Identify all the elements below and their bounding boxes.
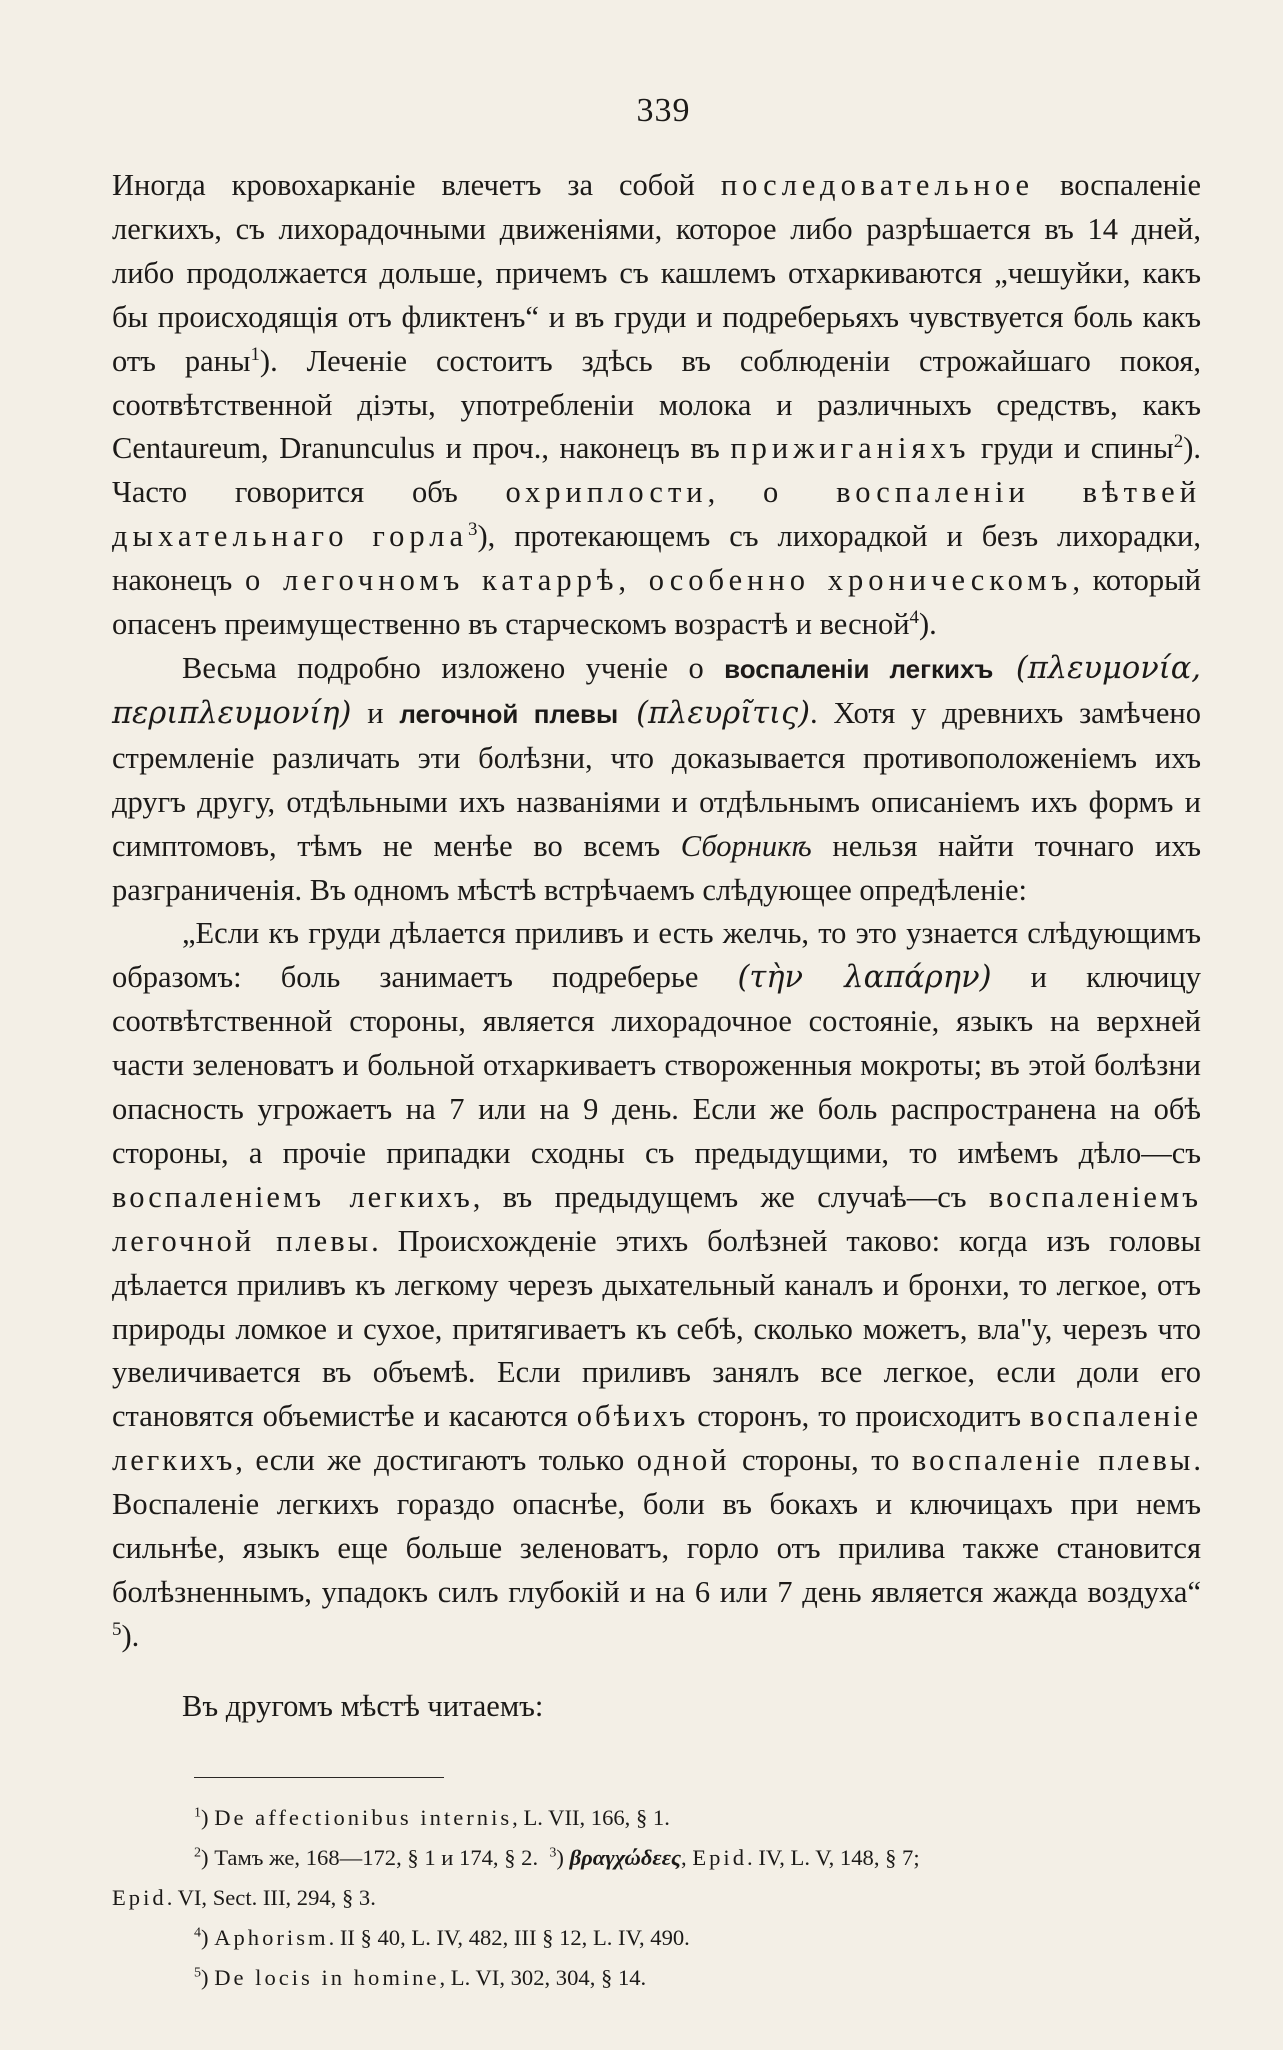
main-text (112, 164, 1201, 1729)
footnote-mark: 5 (194, 1965, 201, 1981)
quotation-block (112, 912, 1201, 1658)
footnote-ref: 1 (250, 343, 260, 365)
text-span: , если же достигаютъ только (235, 1443, 637, 1478)
text-span: Весьма подробно изложено ученіе о (182, 650, 725, 685)
text-span: . IV, L. V, 148, § 7; (747, 1844, 920, 1870)
text-span: . VI, Sect. III, 294, § 3. (166, 1884, 376, 1910)
footnote-3-continuation (112, 1878, 1201, 1918)
footnote-mark: 3 (549, 1845, 557, 1861)
text-span: ). Часто говорится объ (112, 431, 1201, 510)
spaced-term: воспаленіемъ легочной плевы (112, 1179, 1201, 1258)
footnote-mark: 1 (194, 1805, 201, 1821)
spaced-term: Epid (112, 1884, 167, 1910)
text-span: ), протекающемъ съ лихорадкой и безъ лихорадки, наконецъ (112, 519, 1201, 598)
footnote-4: $^4$) Aphorism. II § 40, L. IV, 482, III § 12, L. IV, 490. (194, 1924, 690, 1950)
text-span: Иногда кровохарканіе влечетъ за собой (112, 168, 721, 202)
text-span: „Если къ груди дѣлается приливъ и есть желчь, то это узнается слѣдующимъ образомъ: боль занимаетъ подреберье (112, 916, 1201, 995)
greek-term: βραγχώδεες (569, 1844, 682, 1870)
text-span: ). (121, 1618, 140, 1653)
text-span: груди и спины (970, 431, 1174, 466)
text-span: , (681, 1844, 693, 1870)
text-span: сторонъ, то происходитъ (688, 1399, 1031, 1434)
text-span: нельзя найти точнаго ихъ разграниченія. Въ одномъ мѣстѣ встрѣчаемъ слѣдующее опредѣленіе: (112, 828, 1201, 907)
footnote-ref: 5 (112, 1618, 122, 1640)
text-span: , L. VII, 166, § 1. (512, 1804, 670, 1830)
text-span: ). (918, 607, 937, 642)
footnote-2-3: $^2$) Тамъ же, 168—172, § 1 и 174, § 2. $^3$) βραγχώδεες, Epid. IV, L. V, 148, § 7; (194, 1844, 920, 1870)
footnote-ref: 4 (909, 606, 919, 628)
italic-term: Сборникѣ (680, 828, 812, 863)
spaced-term: воспаленіе плевы (911, 1443, 1194, 1478)
text-span: и ключицу соотвѣтственной стороны, является лихорадочное состояніе, языкъ на верхней части зеленоватъ и больной отхаркиваетъ створоженныя мокроты; въ этой болѣзни опасность угрожаетъ на 7 или на 9 день. Если же боль распространена на обѣ стороны, а прочіе припадки сходны съ предыдущими, то имѣемъ дѣло—съ (112, 960, 1202, 1170)
footnote-5: $^5$) De locis in homine, L. VI, 302, 304, § 14. (194, 1964, 647, 1990)
text-span: и (351, 695, 400, 730)
greek-term: (τὴν λαπάρην) (737, 960, 992, 996)
paragraph-2 (112, 647, 1201, 912)
text-span: , L. VI, 302, 304, § 14. (439, 1964, 647, 1990)
greek-term: (πλευμονία, περιπλευμονίη) (112, 650, 1201, 731)
text-span: ). Леченіе состоитъ здѣсь въ соблюденіи строжайшаго покоя, соотвѣтственной діэты, употребленіи молока и различныхъ средствъ, какъ Centaureum, Dranunculus и проч., наконецъ въ (112, 343, 1201, 466)
page-number: 339 (636, 92, 691, 129)
footnote-divider (194, 1777, 444, 1778)
footnotes (112, 1798, 1201, 1998)
spaced-term: обѣихъ (576, 1399, 689, 1434)
greek-term: (πλευρῖτις) (618, 695, 810, 731)
footnote-1: $^1$) De affectionibus internis, L. VII, 166, § 1. (194, 1804, 670, 1830)
spaced-term: De locis in homine (214, 1964, 440, 1990)
text-span: воспаленіе легкихъ, съ лихорадочными движеніями, которое либо разрѣшается въ 14 дней, либо продолжается дольше, причемъ съ кашлемъ отхаркиваются „чешуйки, какъ бы происходящія отъ фликтенъ“ и въ груди и подреберьяхъ чувствуется боль какъ отъ раны (112, 168, 1201, 378)
text-span: Тамъ же, 168—172, § 1 и 174, § 2. (214, 1844, 539, 1870)
footnote-ref: 2 (1173, 431, 1184, 453)
bold-term: воспаленіи легкихъ (724, 653, 994, 684)
spaced-term: о воспаленіи вѣтвей дыхательнаго горла (112, 475, 1202, 554)
spaced-term: последовательное (720, 168, 1035, 202)
text-span: . II § 40, L. IV, 482, III § 12, L. IV, 490. (328, 1924, 690, 1950)
text-span: , въ предыдущемъ же случаѣ—съ (472, 1179, 989, 1214)
bold-term: легочной плевы (399, 698, 619, 729)
spaced-term: воспаленіе легкихъ (112, 1399, 1201, 1478)
spaced-term: о легочномъ катаррѣ, особенно хроническомъ (245, 563, 1073, 598)
spaced-term: воспаленіемъ легкихъ (112, 1179, 473, 1214)
text-span: . Хотя у древнихъ замѣчено стремленіе различать эти болѣзни, что доказывается противоположеніемъ ихъ другъ другу, отдѣльными ихъ названіями и отдѣльнымъ описаніемъ ихъ формъ и симптомовъ, тѣмъ не менѣе во всемъ (112, 695, 1201, 863)
spaced-term: Aphorism (214, 1924, 329, 1950)
text-span: . Происхожденіе этихъ болѣзней таково: когда изъ головы дѣлается приливъ къ легкому черезъ дыхательный каналъ и бронхи, то легкое, отъ природы ломкое и сухое, притягиваетъ къ себѣ, сколько можетъ, вла"у, черезъ что увеличивается въ объемѣ. Если приливъ занялъ все легкое, если доли его становятся объемистѣе и касаются (112, 1223, 1201, 1434)
text-span: , (707, 475, 764, 510)
text-span: . Воспаленіе легкихъ гораздо опаснѣе, боли въ бокахъ и ключицахъ при немъ сильнѣе, языкъ еще больше зеленоватъ, горло отъ прилива также становится болѣзненнымъ, упадокъ силъ глубокій и на 6 или 7 день является жажда воздуха“ (112, 1443, 1201, 1609)
spaced-term: охриплости (505, 475, 708, 510)
text-span: стороны, то (729, 1443, 912, 1478)
spaced-term: прижиганіяхъ (730, 431, 971, 466)
spaced-term: Epid (692, 1844, 748, 1870)
text-span: , который опасенъ преимущественно въ старческомъ возрастѣ и весной (112, 563, 1201, 642)
footnote-ref: 3 (468, 519, 478, 541)
paragraph-1 (112, 164, 1201, 647)
spaced-term: De affectionibus internis (214, 1804, 513, 1830)
footnote-mark: 4 (194, 1925, 201, 1941)
footnote-mark: 2 (194, 1845, 201, 1861)
paragraph-3: Въ другомъ мѣстѣ читаемъ: (182, 1688, 544, 1723)
spaced-term: одной (636, 1443, 730, 1478)
